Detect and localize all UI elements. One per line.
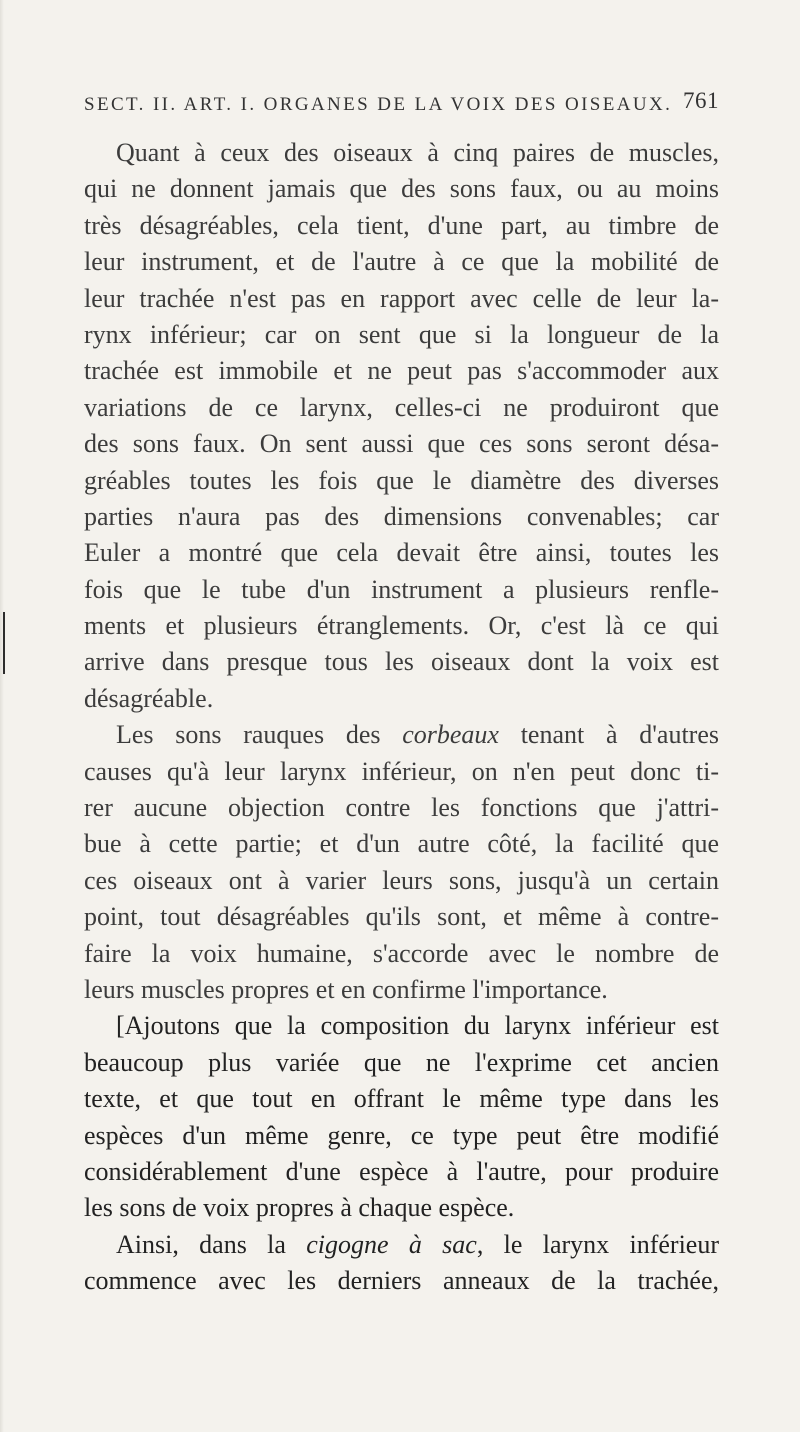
text-run: Ainsi, dans la: [116, 1229, 307, 1259]
text-line: arrive dans presque tous les oiseaux dont la voix est: [84, 647, 719, 677]
text-line: espèces d'un même genre, ce type peut être modifié: [84, 1120, 719, 1150]
text-line: [84, 1227, 719, 1263]
text-line: désagréable.: [84, 683, 214, 713]
italic-term: cigogne à sac: [306, 1229, 477, 1259]
text-line: Euler a montré que cela devait être ainsi, toutes les: [84, 538, 719, 568]
text-run: tenant à d'autres: [498, 720, 719, 750]
text-line: des sons faux. On sent aussi que ces sons seront désa-: [84, 429, 719, 459]
text-line: texte, et que tout en offrant le même type dans les: [84, 1084, 719, 1114]
page-number: 761: [683, 88, 719, 113]
text-line: ments et plusieurs étranglements. Or, c'est là ce qui: [84, 611, 719, 641]
text-line: très désagréables, cela tient, d'une part, au timbre de: [84, 210, 719, 240]
text-line: bue à cette partie; et d'un autre côté, la facilité que: [84, 829, 719, 859]
running-title: SECT. II. ART. I. ORGANES DE LA VOIX DES OISEAUX.: [84, 94, 673, 115]
text-line: leur instrument, et de l'autre à ce que la mobilité de: [84, 247, 719, 277]
text-run: , le larynx inférieur: [476, 1229, 719, 1259]
text-line: qui ne donnent jamais que des sons faux, ou au moins: [84, 174, 719, 204]
text-line: variations de ce larynx, celles-ci ne produiront que: [84, 392, 719, 422]
text-line: rer aucune objection contre les fonctions que j'attri-: [84, 793, 719, 823]
text-line: ces oiseaux ont à varier leurs sons, jusqu'à un certain: [84, 865, 719, 895]
running-header: [84, 88, 719, 118]
text-line: faire la voix humaine, s'accorde avec le nombre de: [84, 938, 719, 968]
text-line: trachée est immobile et ne peut pas s'accommoder aux: [84, 356, 719, 386]
text-line: commence avec les derniers anneaux de la trachée,: [84, 1266, 719, 1296]
text-line: [84, 717, 719, 753]
text-line: fois que le tube d'un instrument a plusieurs renfle-: [84, 574, 719, 604]
italic-term: corbeaux: [402, 720, 499, 750]
text-line: parties n'aura pas des dimensions convenables; car: [84, 501, 719, 531]
body-text: [84, 135, 719, 1300]
text-run: Les sons rauques des: [116, 720, 403, 750]
text-line: point, tout désagréables qu'ils sont, et même à contre-: [84, 902, 719, 932]
text-line: [Ajoutons que la composition du larynx inférieur est: [116, 1011, 719, 1041]
text-line: leurs muscles propres et en confirme l'importance.: [84, 974, 608, 1004]
text-line: causes qu'à leur larynx inférieur, on n'en peut donc ti-: [84, 756, 719, 786]
margin-mark: [3, 612, 5, 674]
scan-edge: [0, 0, 4, 1432]
text-line: Quant à ceux des oiseaux à cinq paires de muscles,: [116, 138, 719, 167]
text-line: gréables toutes les fois que le diamètre des diverses: [84, 465, 719, 495]
text-line: leur trachée n'est pas en rapport avec celle de leur la-: [84, 283, 719, 313]
text-line: rynx inférieur; car on sent que si la longueur de la: [84, 319, 719, 349]
text-line: les sons de voix propres à chaque espèce.: [84, 1193, 515, 1223]
text-line: considérablement d'une espèce à l'autre, pour produire: [84, 1156, 719, 1186]
text-line: beaucoup plus variée que ne l'exprime cet ancien: [84, 1047, 719, 1077]
